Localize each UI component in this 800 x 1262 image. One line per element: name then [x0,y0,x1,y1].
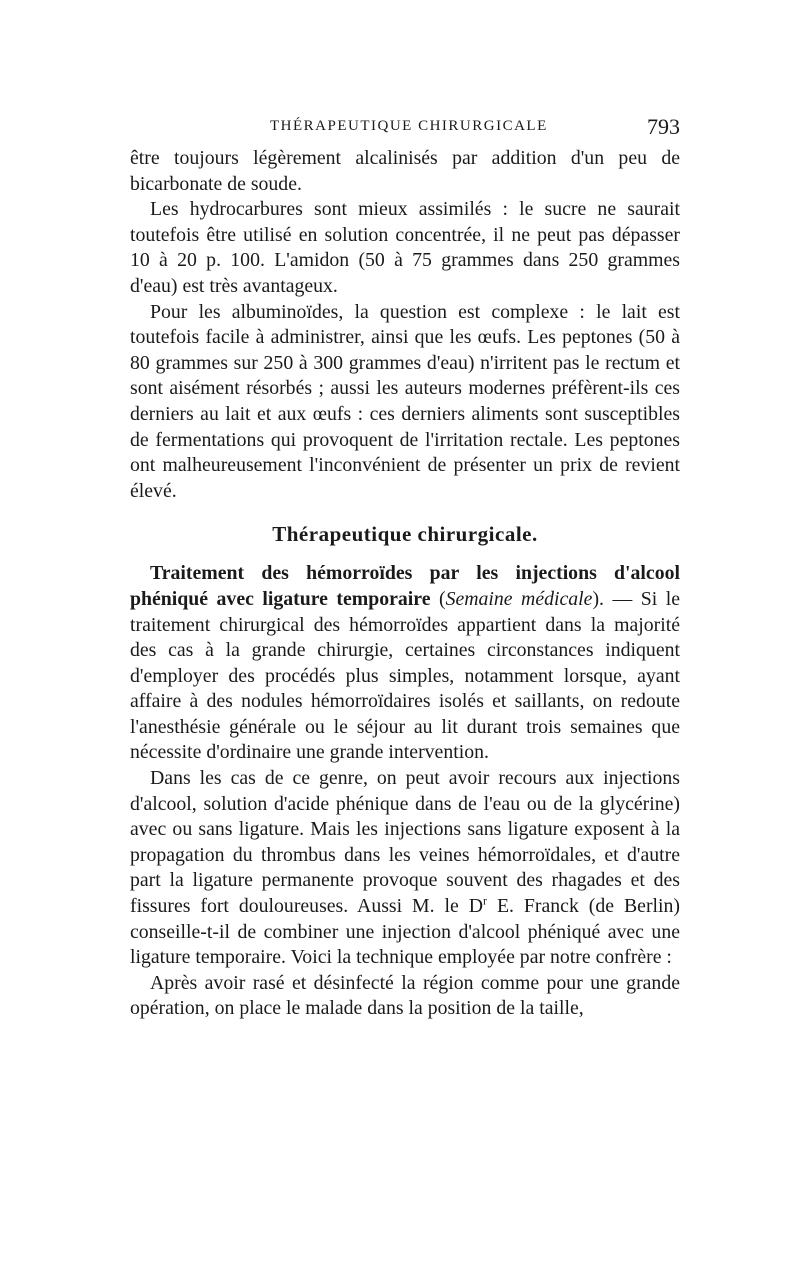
article-p2-text-cont: E. Franck (de Berlin) conseille-t-il de combiner une injection d'alcool phéniqué avec une ligature temporaire. Voici la technique employée par notre confrère : [130,895,680,969]
doctor-abbrev-superscript: r [483,893,488,908]
paragraph-continuation: être toujours légèrement alcalinisés par addition d'un peu de bicarbonate de soude. [130,147,680,195]
article-intro-text: — Si le traitement chirurgical des hémorroïdes appartient dans la majorité des cas à la grande chirurgie, certaines circonstances indiquent d'employer des procédés plus simples, notamment lorsque, ayant affaire à des nodules hémorroïdaires isolés et saillants, on redoute l'anesthésie générale ou le séjour au lit durant trois semaines que nécessite d'ordinaire une grande intervention. [130,587,680,764]
body-text [130,146,680,1022]
section-heading: Thérapeutique chirurgicale. [272,522,538,547]
article-p2-text: Dans les cas de ce genre, on peut avoir recours aux injections d'alcool, solution d'acide phénique dans de l'eau ou de la glycérine) avec ou sans ligature. Mais les injections sans ligature exposent à la propagation du thrombus dans les veines hémorroïdales, et d'autre part la ligature permanente provoque souvent des rhagades et des fissures fort douloureuses. Aussi M. le D [130,767,680,918]
article-paragraph-procedure: Après avoir rasé et désinfecté la région comme pour une grande opération, on place le malade dans la position de la taille, [130,971,680,1020]
paragraph-albuminoides: Pour les albuminoïdes, la question est complexe : le lait est toutefois facile à administrer, ainsi que les œufs. Les peptones (50 à 80 grammes sur 250 à 300 grammes d'eau) n'irritent pas le rectum et sont aisément résorbés ; aussi les auteurs modernes préfèrent-ils ces derniers au lait et aux œufs : ces derniers aliments sont susceptibles de fermentations qui provoquent de l'irritation rectale. Les peptones ont malheureusement l'inconvénient de présenter un prix de revient élevé. [130,300,680,502]
running-head [130,114,680,144]
article-paragraph-intro: Traitement des hémorroïdes par les injections d'alcool phéniqué avec ligature temporaire (Semaine médicale). — Si le traitement chirurgical des hémorroïdes appartient dans la majorité des cas à la grande chirurgie, certaines circonstances indiquent d'employer des procédés plus simples, notamment lorsque, ayant affaire à des nodules hémorroïdaires isolés et saillants, on redoute l'anesthésie générale ou le séjour au lit durant trois semaines que nécessite d'ordinaire une grande intervention. [130,562,680,764]
article-source: Semaine médicale [445,587,593,610]
article-paragraph-technique [130,766,680,971]
running-title: THÉRAPEUTIQUE CHIRURGICALE [270,118,548,134]
page-number: 793 [647,114,680,139]
article-title: Traitement des hémorroïdes par les injections d'alcool phéniqué avec ligature temporaire [130,562,680,610]
paragraph-hydrocarbures: Les hydrocarbures sont mieux assimilés : le sucre ne saurait toutefois être utilisé en solution concentrée, il ne peut pas dépasser 10 à 20 p. 100. L'amidon (50 à 75 grammes dans 250 grammes d'eau) est très avantageux. [130,198,680,297]
